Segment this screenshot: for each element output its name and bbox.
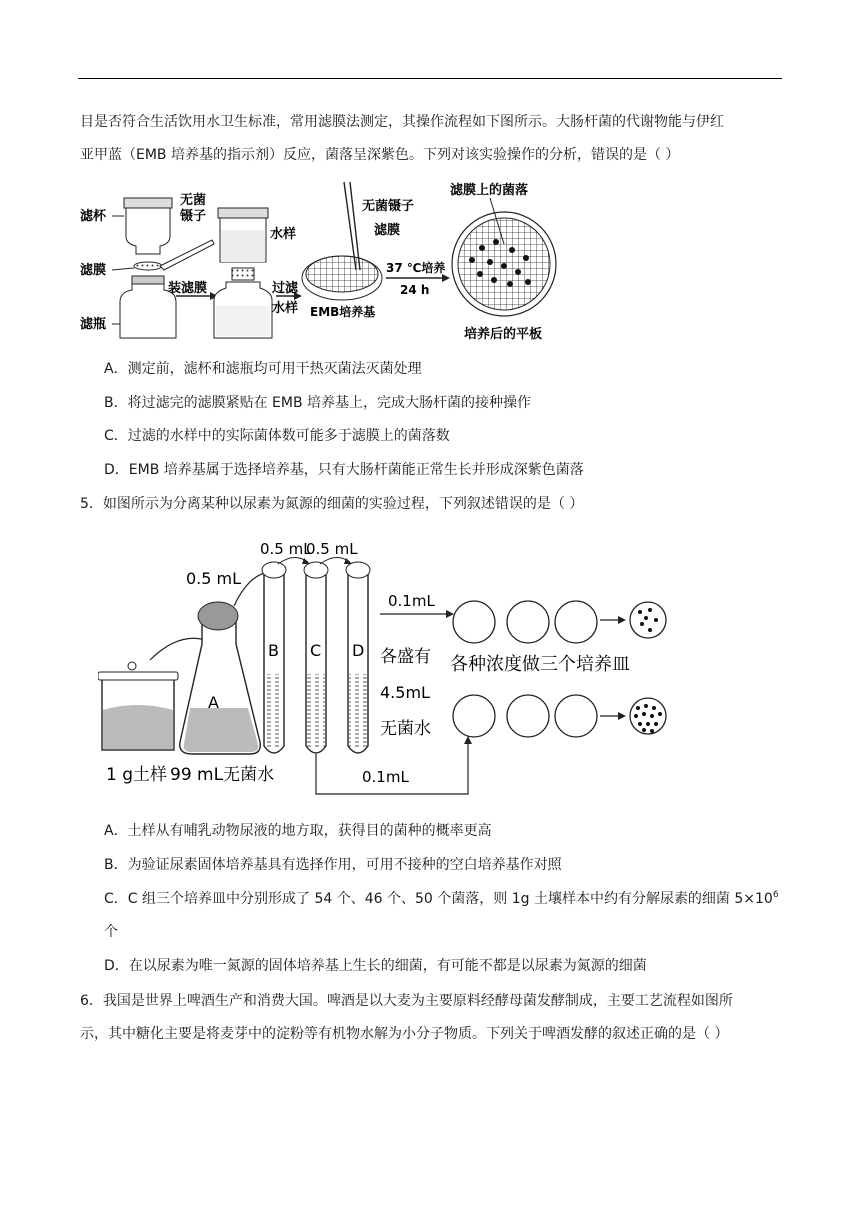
- label-sterile-water: 无菌水: [380, 719, 431, 739]
- q4-option-b: B．将过滤完的滤膜紧贴在 EMB 培养基上，完成大肠杆菌的接种操作: [104, 395, 532, 411]
- label-filter-cup: 滤杯: [80, 209, 107, 224]
- q4-intro-line2: 亚甲蓝（EMB 培养基的指示剂）反应，菌落呈深紫色。下列对该实验操作的分析，错误的是（ ）: [80, 147, 680, 163]
- label-sterile-tweezers-1: 无菌: [180, 193, 207, 208]
- label-plate-after-culture: 培养后的平板: [464, 327, 543, 342]
- q4-option-c: C．过滤的水样中的实际菌体数可能多于滤膜上的菌落数: [104, 428, 450, 444]
- q6-stem-line2: 示，其中糖化主要是将麦芽中的淀粉等有机物水解为小分子物质。下列关于啤酒发酵的叙述正确的是（ ）: [80, 1026, 729, 1042]
- label-vol-tube-2: 0.5 mL: [306, 540, 358, 558]
- petri-dish: [555, 695, 597, 737]
- label-vol-flask: 0.5 mL: [186, 569, 242, 588]
- q5-stem: 5．如图所示为分离某种以尿素为氮源的细菌的实验过程，下列叙述错误的是（ ）: [80, 496, 584, 512]
- q6-stem-line1: 6．我国是世界上啤酒生产和消费大国。啤酒是以大麦为主要原料经酵母菌发酵制成，主要工艺流程如图所: [80, 993, 733, 1009]
- label-plates-note: 各种浓度做三个培养皿: [450, 654, 630, 675]
- label-flask-a: A: [208, 693, 219, 712]
- label-filter-1: 过滤: [272, 281, 299, 296]
- q4-option-a: A．测定前，滤杯和滤瓶均可用干热灭菌法灭菌处理: [104, 361, 422, 377]
- label-vol-plate-top: 0.1mL: [388, 592, 435, 610]
- label-tube-b: B: [268, 641, 279, 660]
- label-tube-c: C: [310, 641, 322, 660]
- label-vol-tube-1: 0.5 mL: [260, 540, 312, 558]
- label-volume-water: 4.5mL: [380, 683, 430, 702]
- header-rule: [78, 78, 782, 79]
- label-culture-time: 24 h: [400, 283, 430, 297]
- label-filter-2: 水样: [272, 301, 299, 316]
- label-membrane: 滤膜: [80, 263, 107, 278]
- q5-option-d: D．在以尿素为唯一氮源的固体培养基上生长的细菌，有可能不都是以尿素为氮源的细菌: [104, 958, 647, 974]
- urea-bacteria-dilution-figure: [98, 532, 678, 796]
- label-emb-medium: EMB培养基: [310, 305, 376, 319]
- label-colonies-on-membrane: 滤膜上的菌落: [450, 183, 529, 198]
- label-culture-temp: 37 ℃培养: [386, 261, 446, 275]
- filter-apparatus-with-water: [214, 208, 272, 338]
- soil-beaker: [98, 662, 178, 750]
- petri-dish: [555, 601, 597, 643]
- q5-option-a: A．土样从有哺乳动物尿液的地方取，获得目的菌种的概率更高: [104, 823, 492, 839]
- label-sterile-tweezers-2: 镊子: [180, 209, 207, 224]
- membrane-filtration-figure: [80, 178, 580, 344]
- q5-option-c-exponent: 6: [772, 890, 779, 900]
- label-each-contains: 各盛有: [380, 647, 431, 667]
- label-install-membrane: 装滤膜: [168, 281, 208, 296]
- flask-a: [180, 602, 261, 754]
- petri-dish: [453, 601, 495, 643]
- label-membrane-on-plate: 滤膜: [374, 223, 401, 238]
- label-soil-sample: 1 g土样: [106, 765, 168, 785]
- q5-option-c-text: C．C 组三个培养皿中分别形成了 54 个、46 个、50 个菌落，则 1g 土壤样本中约有分解尿素的细菌 5×10: [104, 891, 773, 907]
- label-flask-water: 99 mL无菌水: [170, 765, 275, 785]
- petri-dish: [507, 601, 549, 643]
- label-flask: 滤瓶: [80, 317, 107, 332]
- label-tweezers-on-plate: 无菌镊子: [362, 199, 415, 214]
- cultured-plate: [452, 212, 556, 316]
- petri-dish: [507, 695, 549, 737]
- petri-dish: [453, 695, 495, 737]
- label-water-sample: 水样: [270, 227, 297, 242]
- label-tube-d: D: [352, 641, 365, 660]
- petri-dish-many-colonies: [630, 698, 666, 734]
- petri-dish-few-colonies: [630, 602, 666, 638]
- label-vol-plate-bottom: 0.1mL: [362, 768, 409, 786]
- q5-option-c-continuation: 个: [104, 924, 118, 940]
- q5-option-b: B．为验证尿素固体培养基具有选择作用，可用不接种的空白培养基作对照: [104, 857, 562, 873]
- q4-intro-line1: 目是否符合生活饮用水卫生标准，常用滤膜法测定，其操作流程如下图所示。大肠杆菌的代谢物能与伊红: [80, 114, 724, 130]
- q4-option-d: D．EMB 培养基属于选择培养基，只有大肠杆菌能正常生长并形成深紫色菌落: [104, 462, 584, 478]
- q5-option-c: [104, 889, 779, 909]
